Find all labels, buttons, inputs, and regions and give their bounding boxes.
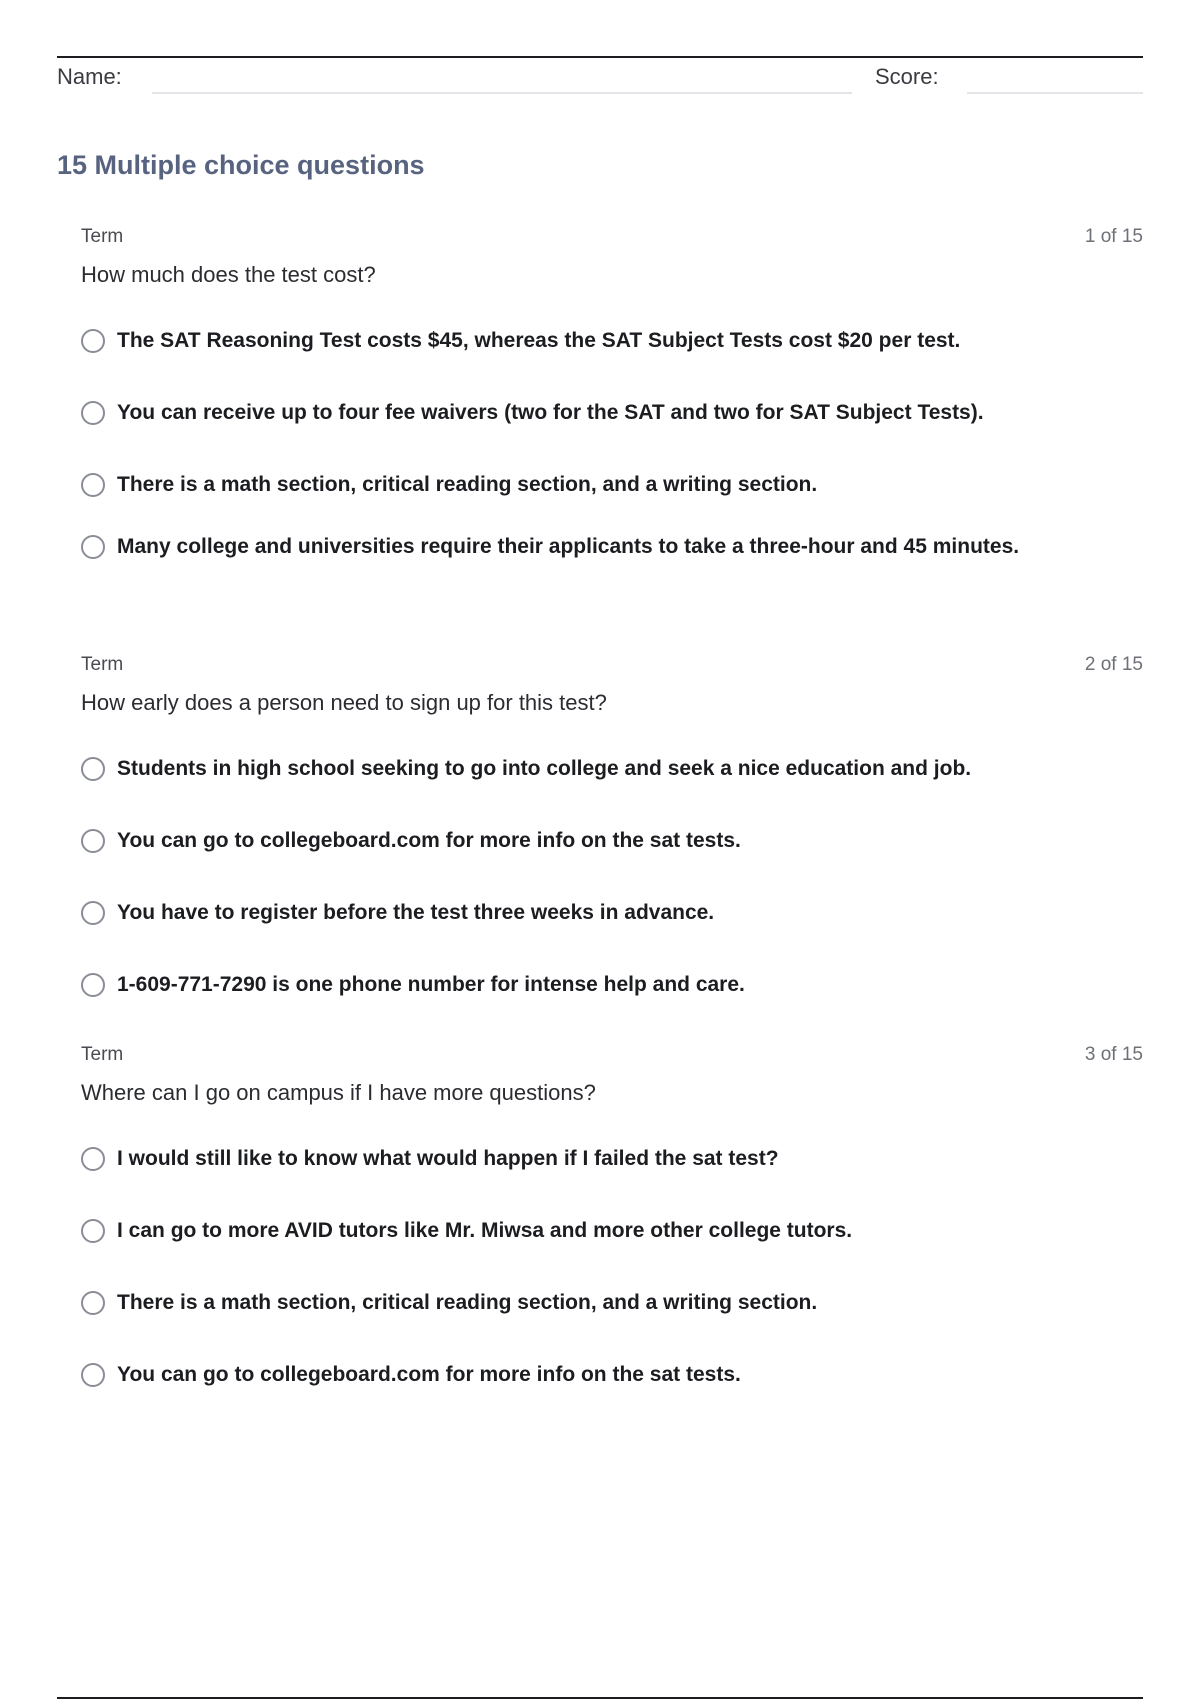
answer-text: The SAT Reasoning Test costs $45, whereas the SAT Subject Tests cost $20 per test. — [117, 329, 961, 352]
radio-icon[interactable] — [81, 535, 105, 559]
radio-icon[interactable] — [81, 401, 105, 425]
answer-option[interactable] — [81, 522, 1143, 572]
radio-icon[interactable] — [81, 329, 105, 353]
radio-icon[interactable] — [81, 973, 105, 997]
answer-option[interactable] — [81, 1350, 1143, 1400]
answer-option[interactable] — [81, 816, 1143, 866]
answer-option[interactable] — [81, 316, 1143, 366]
radio-icon[interactable] — [81, 829, 105, 853]
answer-option[interactable] — [81, 388, 1143, 438]
answer-text: You can go to collegeboard.com for more info on the sat tests. — [117, 829, 741, 852]
radio-icon[interactable] — [81, 1147, 105, 1171]
question-prompt: How early does a person need to sign up for this test? — [81, 690, 607, 715]
answer-option[interactable] — [81, 744, 1143, 794]
radio-icon[interactable] — [81, 1363, 105, 1387]
answer-option[interactable] — [81, 960, 1143, 1010]
answer-text: 1-609-771-7290 is one phone number for intense help and care. — [117, 973, 745, 996]
answer-text: I can go to more AVID tutors like Mr. Miwsa and more other college tutors. — [117, 1219, 853, 1242]
answer-option[interactable] — [81, 1206, 1143, 1256]
term-label: Term — [81, 654, 124, 675]
term-label: Term — [81, 1044, 124, 1065]
answer-option[interactable] — [81, 1278, 1143, 1328]
radio-icon[interactable] — [81, 1291, 105, 1315]
radio-icon[interactable] — [81, 473, 105, 497]
top-rule — [57, 56, 1143, 58]
question-prompt: Where can I go on campus if I have more questions? — [81, 1080, 596, 1105]
section-title: 15 Multiple choice questions — [57, 150, 425, 180]
answer-text: You can receive up to four fee waivers (two for the SAT and two for SAT Subject Tests). — [117, 401, 984, 424]
answer-option[interactable] — [81, 1134, 1143, 1184]
student-header — [57, 62, 1143, 98]
bottom-rule — [57, 1697, 1143, 1699]
name-field-line[interactable] — [152, 92, 852, 94]
question-3 — [81, 1044, 1143, 1400]
answer-text: You can go to collegeboard.com for more info on the sat tests. — [117, 1363, 741, 1386]
answer-text: You have to register before the test three weeks in advance. — [117, 901, 715, 924]
radio-icon[interactable] — [81, 1219, 105, 1243]
answer-text: I would still like to know what would happen if I failed the sat test? — [117, 1147, 779, 1170]
question-prompt: How much does the test cost? — [81, 262, 376, 287]
score-label: Score: — [875, 64, 939, 89]
answer-option[interactable] — [81, 888, 1143, 938]
answer-text: Students in high school seeking to go into college and seek a nice education and job. — [117, 757, 972, 780]
name-label: Name: — [57, 64, 122, 89]
question-counter: 2 of 15 — [1084, 654, 1143, 675]
answer-text: There is a math section, critical reading section, and a writing section. — [117, 1291, 818, 1314]
question-counter: 1 of 15 — [1084, 226, 1143, 247]
question-1 — [81, 226, 1143, 572]
answer-text: Many college and universities require their applicants to take a three-hour and 45 minutes. — [117, 535, 1020, 558]
term-label: Term — [81, 226, 124, 247]
question-2 — [81, 654, 1143, 1010]
answer-text: There is a math section, critical reading section, and a writing section. — [117, 473, 818, 496]
answer-option[interactable] — [81, 460, 1143, 510]
score-field-line[interactable] — [967, 92, 1143, 94]
radio-icon[interactable] — [81, 901, 105, 925]
radio-icon[interactable] — [81, 757, 105, 781]
question-counter: 3 of 15 — [1084, 1044, 1143, 1065]
